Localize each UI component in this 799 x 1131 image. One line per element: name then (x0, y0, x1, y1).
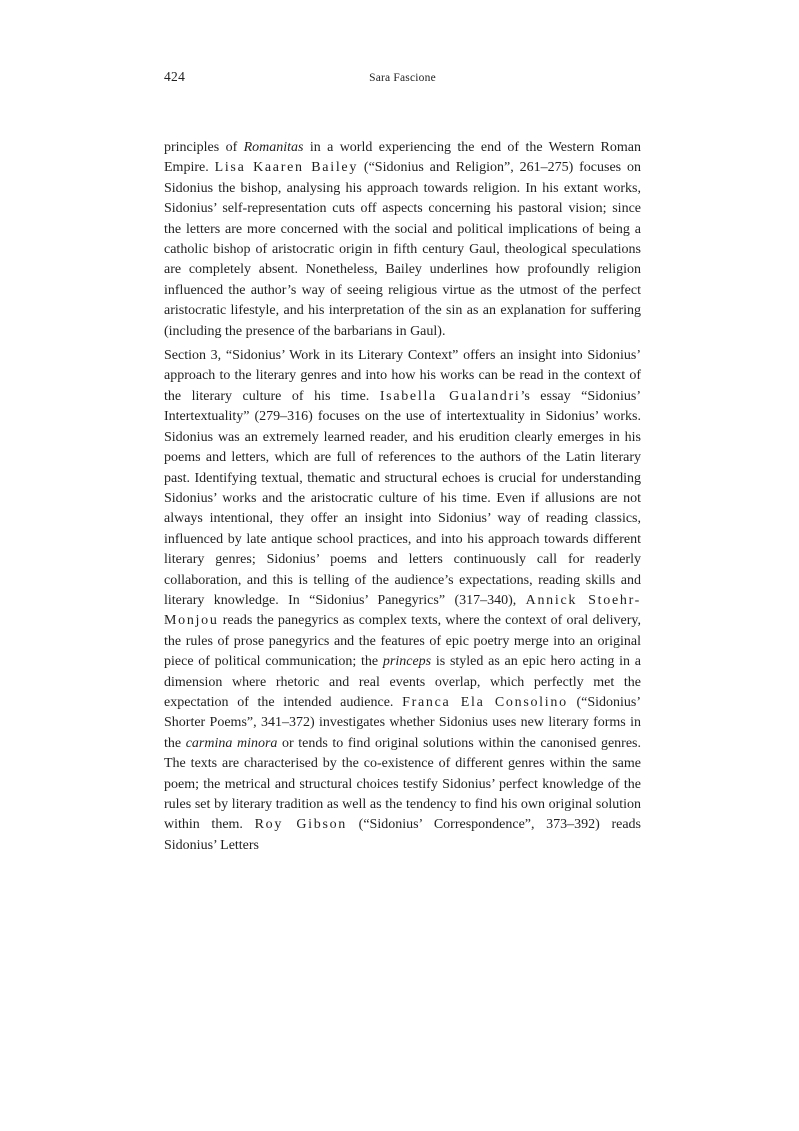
body-text-segment: is styled as an epic hero acting in a dimension where rhetoric and real events overlap, which perfectly met the expectation of the intended audience. (164, 654, 641, 710)
body-text-segment: ’s essay “Sidonius’ Intertextuality” (279–316) focuses on the use of intertextuality in Sidonius’ works. Sidonius was an extremely learned reader, and his erudition clearly emerges in his poems and letters, which are full of references to the authors of the Latin literary past. Identifying textual, thematic and structural echoes is crucial for understanding Sidonius’ works and the aristocratic culture of his time. Even if allusions are not always intentional, they offer an insight into Sidonius’ way of reading classics, influenced by late antique school practices, and into his approach towards different literary genres; Sidonius’ poems and letters continuously call for readerly collaboration, and this is telling of the audience’s expectations, reading skills and literary knowledge. In “Sidonius’ Panegyrics” (317–340), (164, 388, 641, 608)
person-name-text: Roy Gibson (254, 817, 348, 833)
paragraph (164, 346, 641, 856)
running-title: Sara Fascione (369, 71, 436, 84)
body-text-segment: Section 3, “Sidonius’ Work in its Literary Context” offers an insight into Sidonius’ approach to the literary genres and into how his works can be read in the context of the literary culture of his time. (164, 348, 641, 404)
body-text-segment: in a world experiencing the end of the Western Roman Empire. (164, 140, 642, 176)
person-name-text: Lisa Kaaren Bailey (214, 160, 359, 176)
body-text-segment: (“Sidonius’ Shorter Poems”, 341–372) investigates whether Sidonius uses new literary forms in the (164, 694, 641, 751)
person-name-text: Isabella Gualandri (379, 388, 521, 404)
italic-text: princeps (382, 654, 432, 670)
body-text (164, 138, 641, 860)
paragraph (164, 138, 641, 342)
body-text-segment: (“Sidonius’ Correspondence”, 373–392) reads Sidonius’ Letters (164, 817, 641, 853)
italic-text: carmina minora (185, 735, 278, 751)
page-number: 424 (164, 69, 186, 84)
person-name-text: Franca Ela Consolino (402, 694, 568, 710)
body-text-segment: principles of (164, 140, 244, 155)
body-text-segment: or tends to find original solutions within the canonised genres. The texts are characterised by the co-existence of different genres within the same poem; the metrical and structural choices testify Sidonius’ perfect knowledge of the rules set by literary tradition as well as the tendency to find his own original solution within them. (164, 735, 641, 833)
italic-text: Romanitas (243, 140, 304, 155)
body-text-segment: reads the panegyrics as complex texts, where the context of oral delivery, the rules of prose panegyrics and the features of epic poetry merge into an original piece of political communication; the (164, 613, 641, 670)
person-name-text: Annick Stoehr-Monjou (164, 592, 642, 629)
body-text-segment: (“Sidonius and Religion”, 261–275) focuses on Sidonius the bishop, analysing his approach towards religion. In his extant works, Sidonius’ self-representation cuts off aspects concerning his pastoral vision; since the letters are more concerned with the social and political implications of being a catholic bishop of aristocratic origin in fifth century Gaul, theological speculations are completely absent. Nonetheless, Bailey underlines how profoundly religion influenced the author’s way of seeing religious virtue as the utmost of the perfect aristocratic lifestyle, and his interpretation of the sin as an explanation for suffering (including the presence of the barbarians in Gaul). (164, 160, 641, 339)
running-header (164, 69, 641, 87)
